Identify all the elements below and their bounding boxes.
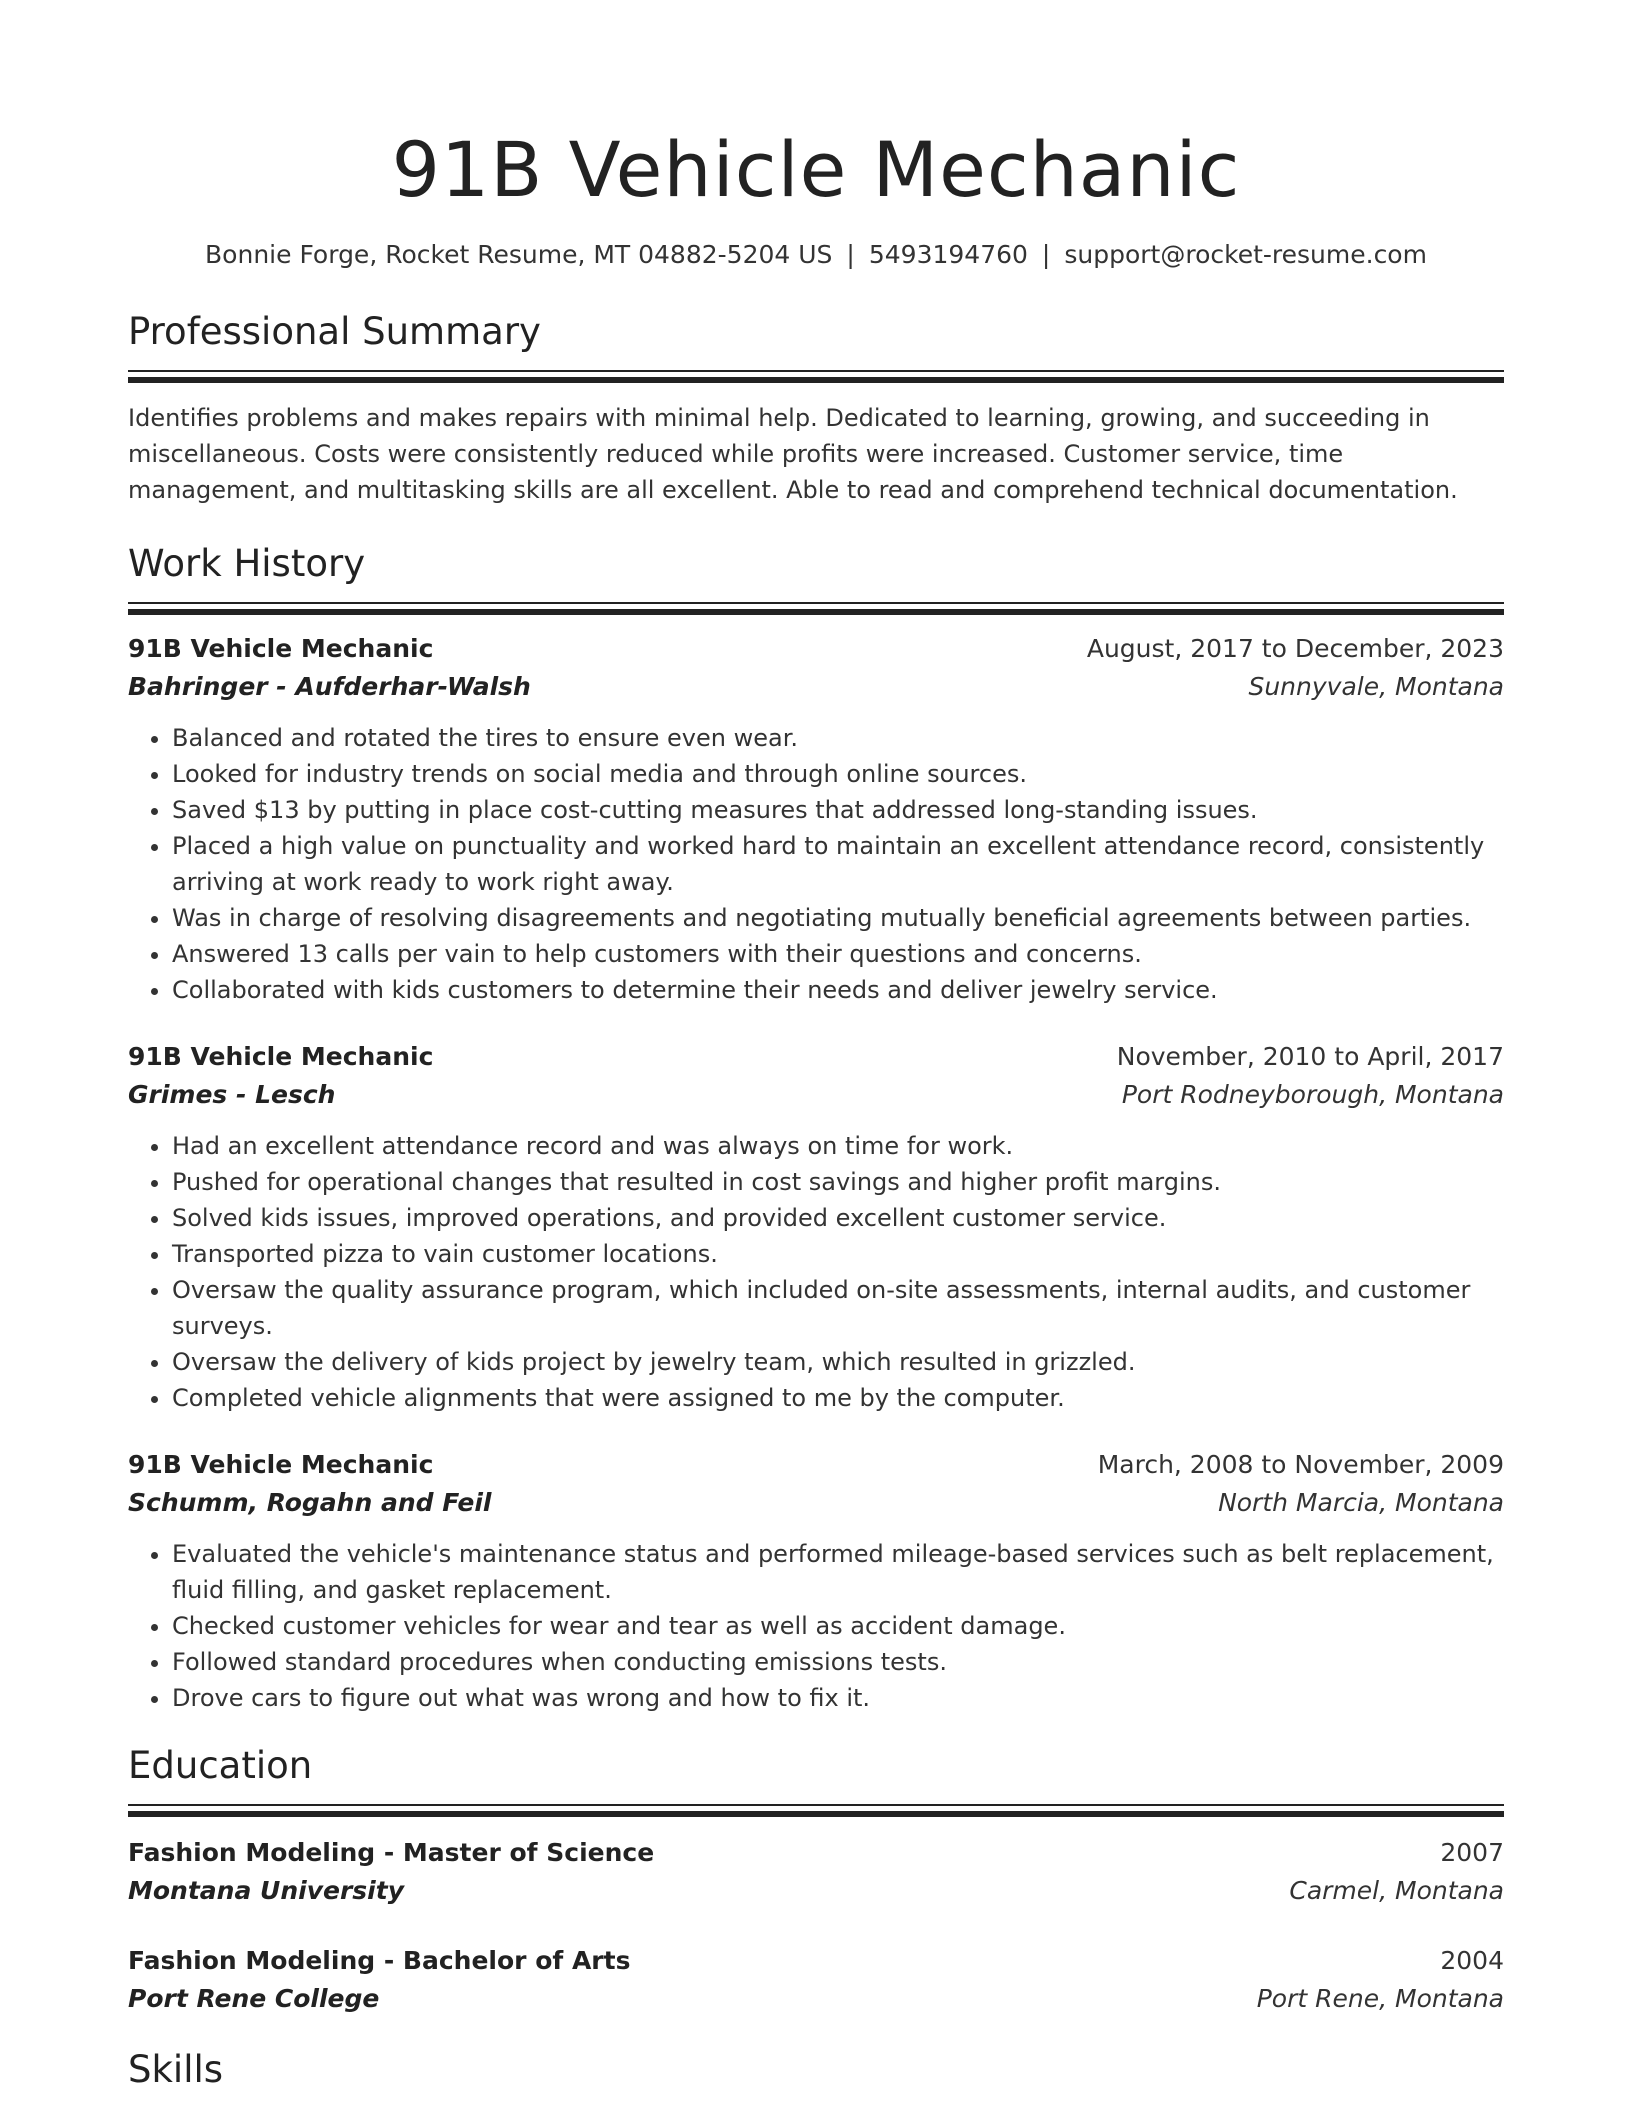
job-entry — [128, 1446, 1504, 1716]
contact-separator: | — [846, 240, 855, 269]
job-dates: November, 2010 to April, 2017 — [1116, 1042, 1504, 1071]
education-location: Carmel, Montana — [1289, 1876, 1504, 1905]
education-location: Port Rene, Montana — [1256, 1984, 1504, 2013]
job-bullet: • Evaluated the vehicle's maintenance status and performed mileage-based services such as belt replacement, fluid filling, and gasket replacement. — [172, 1536, 1504, 1608]
job-header-row — [128, 1446, 1504, 1484]
education-entry — [128, 1834, 1504, 1910]
job-company-row — [128, 1484, 1504, 1522]
education-header-row — [128, 1834, 1504, 1872]
job-bullets — [128, 720, 1504, 1008]
job-title: 91B Vehicle Mechanic — [128, 1042, 434, 1071]
job-title: 91B Vehicle Mechanic — [128, 634, 434, 663]
work-history-section — [128, 538, 1504, 1716]
job-location: Sunnyvale, Montana — [1248, 672, 1504, 701]
education-entry — [128, 1942, 1504, 2018]
job-entry — [128, 630, 1504, 1008]
education-year: 2004 — [1440, 1946, 1504, 1975]
section-title-education: Education — [128, 1744, 313, 1787]
education-school-row — [128, 1980, 1504, 2018]
job-bullet: • Answered 13 calls per vain to help customers with their questions and concerns. — [172, 936, 1504, 972]
job-bullet: • Followed standard procedures when conducting emissions tests. — [172, 1644, 1504, 1680]
job-location: North Marcia, Montana — [1218, 1488, 1504, 1517]
job-header-row — [128, 630, 1504, 668]
job-bullet: • Placed a high value on punctuality and worked hard to maintain an excellent attendance record, consistently arriving at work ready to work right away. — [172, 828, 1504, 900]
education-header-row — [128, 1942, 1504, 1980]
job-bullet: • Collaborated with kids customers to determine their needs and deliver jewelry service. — [172, 972, 1504, 1008]
job-company-row — [128, 668, 1504, 706]
job-bullet: • Transported pizza to vain customer locations. — [172, 1236, 1504, 1272]
section-title-skills: Skills — [128, 2048, 224, 2091]
job-bullets — [128, 1128, 1504, 1416]
job-bullet: • Balanced and rotated the tires to ensure even wear. — [172, 720, 1504, 756]
resume-page — [128, 0, 1504, 2096]
job-bullet: • Completed vehicle alignments that were assigned to me by the computer. — [172, 1380, 1504, 1416]
education-school: Montana University — [128, 1876, 404, 1905]
contact-phone: 5493194760 — [868, 240, 1028, 269]
job-location: Port Rodneyborough, Montana — [1121, 1080, 1504, 1109]
job-bullet: • Had an excellent attendance record and was always on time for work. — [172, 1128, 1504, 1164]
summary-text: Identifies problems and makes repairs with minimal help. Dedicated to learning, growing, and succeeding in miscellaneous. Costs were consistently reduced while profits were increased. Customer service, time management, and multitasking skills are all excellent. Able to read and comprehend technical documentation. — [128, 404, 1458, 504]
contact-line — [128, 238, 1504, 272]
job-header-row — [128, 1038, 1504, 1076]
job-bullet: • Checked customer vehicles for wear and tear as well as accident damage. — [172, 1608, 1504, 1644]
job-bullet: • Pushed for operational changes that resulted in cost savings and higher profit margins. — [172, 1164, 1504, 1200]
job-dates: March, 2008 to November, 2009 — [1097, 1450, 1504, 1479]
education-school-row — [128, 1872, 1504, 1910]
job-company: Grimes - Lesch — [128, 1080, 336, 1109]
job-bullet: • Drove cars to figure out what was wrong and how to fix it. — [172, 1680, 1504, 1716]
education-section — [128, 1740, 1504, 2018]
job-company: Bahringer - Aufderhar-Walsh — [128, 672, 531, 701]
education-year: 2007 — [1440, 1838, 1504, 1867]
section-title-work-history: Work History — [128, 542, 366, 585]
skills-section — [128, 2044, 1504, 2096]
job-bullet: • Looked for industry trends on social media and through online sources. — [172, 756, 1504, 792]
section-divider — [128, 1804, 1504, 1816]
job-bullet: • Was in charge of resolving disagreements and negotiating mutually beneficial agreements between parties. — [172, 900, 1504, 936]
job-bullet: • Oversaw the delivery of kids project by jewelry team, which resulted in grizzled. — [172, 1344, 1504, 1380]
job-dates: August, 2017 to December, 2023 — [1086, 634, 1504, 663]
section-title-summary: Professional Summary — [128, 310, 541, 353]
section-divider — [128, 602, 1504, 614]
section-divider — [128, 370, 1504, 382]
contact-email: support@rocket-resume.com — [1064, 240, 1427, 269]
resume-name: 91B Vehicle Mechanic — [391, 125, 1241, 214]
contact-separator: | — [1041, 240, 1051, 269]
job-bullet: • Solved kids issues, improved operations, and provided excellent customer service. — [172, 1200, 1504, 1236]
job-entry — [128, 1038, 1504, 1416]
summary-section — [128, 306, 1504, 508]
job-company-row — [128, 1076, 1504, 1114]
education-degree: Fashion Modeling - Bachelor of Arts — [128, 1946, 631, 1975]
job-bullet: • Saved $13 by putting in place cost-cutting measures that addressed long-standing issues. — [172, 792, 1504, 828]
education-degree: Fashion Modeling - Master of Science — [128, 1838, 655, 1867]
education-school: Port Rene College — [128, 1984, 380, 2013]
job-title: 91B Vehicle Mechanic — [128, 1450, 434, 1479]
job-company: Schumm, Rogahn and Feil — [128, 1488, 492, 1517]
job-bullet: • Oversaw the quality assurance program, which included on-site assessments, internal audits, and customer surveys. — [172, 1272, 1504, 1344]
contact-address: Bonnie Forge, Rocket Resume, MT 04882-5204 US — [205, 240, 833, 269]
job-bullets — [128, 1536, 1504, 1716]
